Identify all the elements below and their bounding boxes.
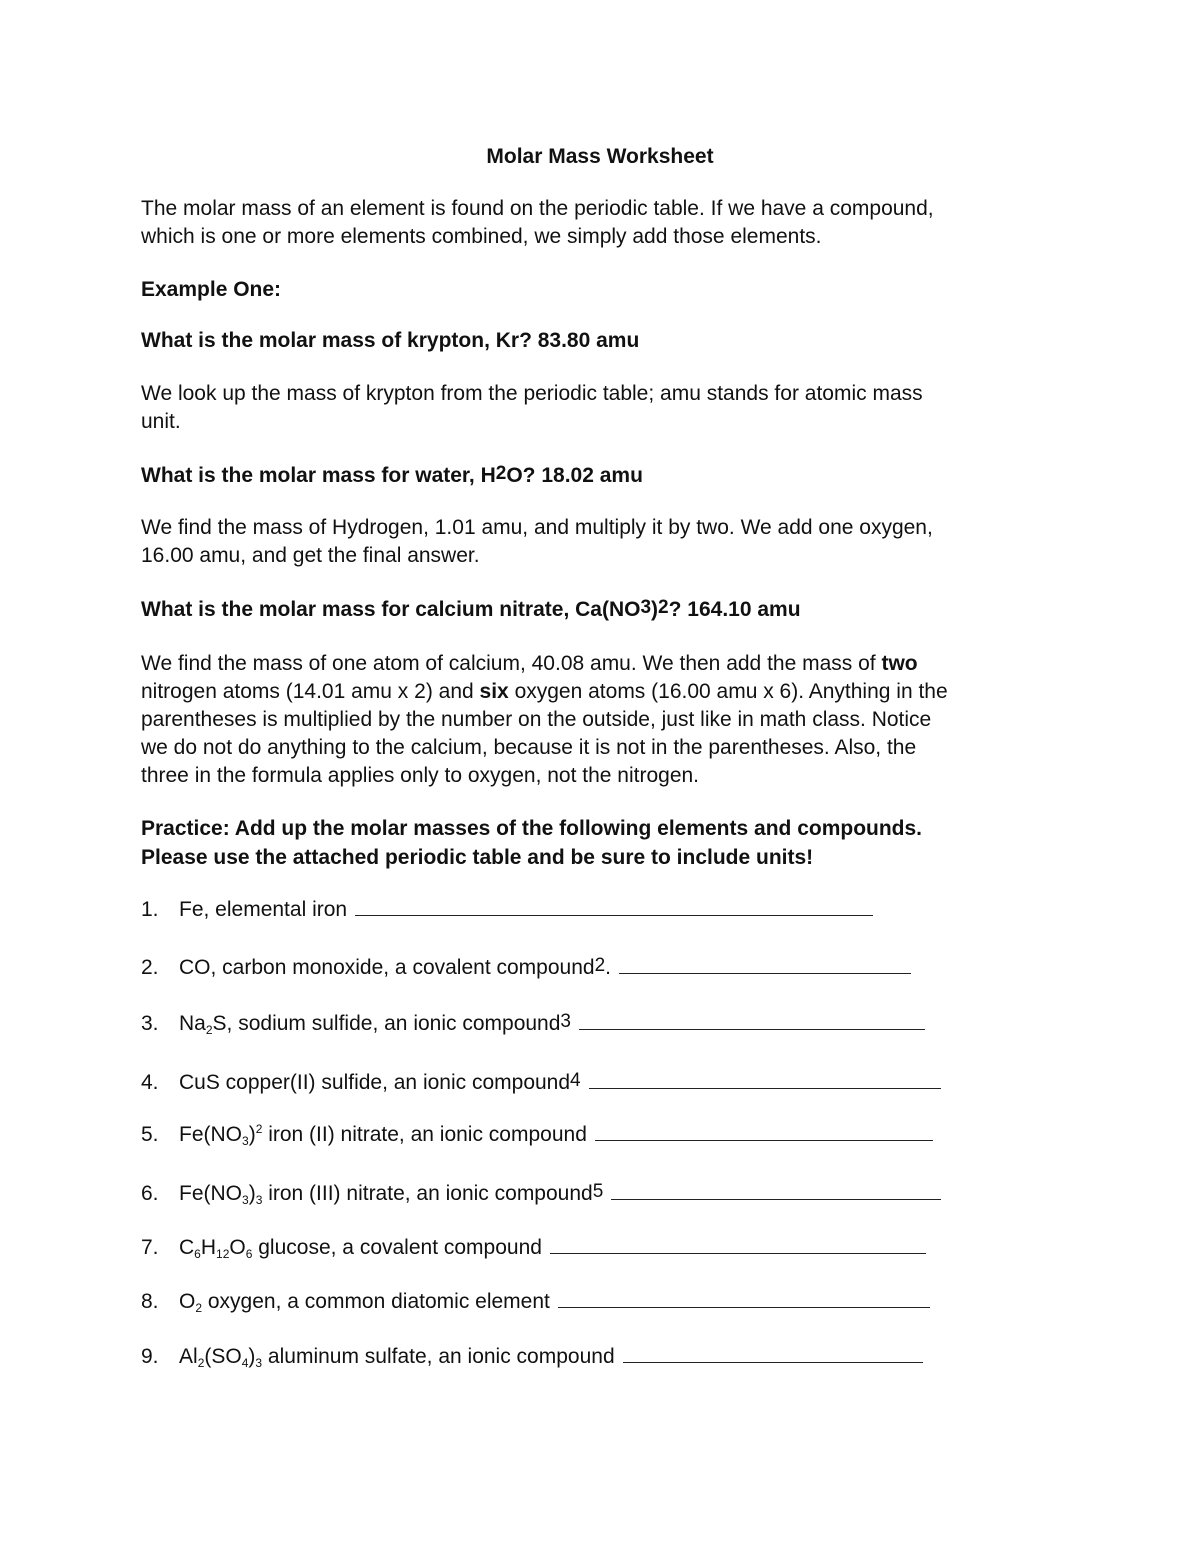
practice-question-5: 5. $Fe(NO_3)^2$ iron (II) nitrate, an ionic compound bbox=[141, 1121, 933, 1149]
page-title: Molar Mass Worksheet bbox=[486, 145, 714, 168]
answer-blank-6[interactable] bbox=[611, 1198, 941, 1200]
answer-blank-9[interactable] bbox=[623, 1361, 923, 1363]
practice-instructions-line-2: Please use the attached periodic table and be sure to include units! bbox=[141, 846, 814, 869]
calcium-explanation-line-1: We find the mass of one atom of calcium, 40.08 amu. We then add the mass of two bbox=[141, 652, 918, 675]
calcium-explanation-line-5: three in the formula applies only to oxygen, not the nitrogen. bbox=[141, 764, 700, 787]
question-krypton: What is the molar mass of krypton, Kr? 83.80 amu bbox=[141, 329, 640, 352]
answer-blank-2[interactable] bbox=[619, 972, 911, 974]
water-explanation-line-1: We find the mass of Hydrogen, 1.01 amu, and multiply it by two. We add one oxygen, bbox=[141, 516, 933, 539]
calcium-explanation-line-2: nitrogen atoms (14.01 amu x 2) and six oxygen atoms (16.00 amu x 6). Anything in the bbox=[141, 680, 948, 703]
practice-instructions-line-1: Practice: Add up the molar masses of the following elements and compounds. bbox=[141, 817, 923, 840]
intro-line-2: which is one or more elements combined, we simply add those elements. bbox=[141, 225, 822, 248]
practice-question-6: 6. $Fe(NO_3)_3$ iron (III) nitrate, an ionic compound5 bbox=[141, 1178, 941, 1208]
answer-blank-8[interactable] bbox=[558, 1306, 930, 1308]
water-explanation-line-2: 16.00 amu, and get the final answer. bbox=[141, 544, 480, 567]
answer-blank-7[interactable] bbox=[550, 1252, 926, 1254]
intro-line-1: The molar mass of an element is found on the periodic table. If we have a compound, bbox=[141, 197, 934, 220]
example-heading: Example One: bbox=[141, 278, 282, 301]
practice-question-2: 2. CO, carbon monoxide, a covalent compound2. bbox=[141, 952, 911, 982]
calcium-explanation-line-4: we do not do anything to the calcium, because it is not in the parentheses. Also, the bbox=[141, 736, 917, 759]
practice-question-7: 7. $C_6H_{12}O_6$ glucose, a covalent compound bbox=[141, 1234, 926, 1262]
question-calcium-nitrate: What is the molar mass for calcium nitrate, Ca(NO3)2? 164.10 amu bbox=[141, 597, 801, 621]
krypton-explanation-line-2: unit. bbox=[141, 410, 181, 433]
answer-blank-4[interactable] bbox=[589, 1087, 941, 1089]
answer-blank-1[interactable] bbox=[355, 914, 873, 916]
practice-question-8: 8. $O_2$ oxygen, a common diatomic element bbox=[141, 1288, 930, 1316]
practice-question-3: 3. $Na_2S$, sodium sulfide, an ionic compound3 bbox=[141, 1008, 925, 1038]
practice-question-1: 1. Fe, elemental iron bbox=[141, 896, 873, 924]
practice-question-4: 4. CuS copper(II) sulfide, an ionic compound4 bbox=[141, 1067, 941, 1097]
krypton-explanation-line-1: We look up the mass of krypton from the periodic table; amu stands for atomic mass bbox=[141, 382, 923, 405]
answer-blank-3[interactable] bbox=[579, 1028, 925, 1030]
practice-question-9: 9. $Al_2(SO_4)_3$ aluminum sulfate, an ionic compound bbox=[141, 1343, 923, 1371]
calcium-explanation-line-3: parentheses is multiplied by the number on the outside, just like in math class. Notice bbox=[141, 708, 932, 731]
answer-blank-5[interactable] bbox=[595, 1139, 933, 1141]
question-water: What is the molar mass for water, H2O? 18.02 amu bbox=[141, 463, 643, 487]
